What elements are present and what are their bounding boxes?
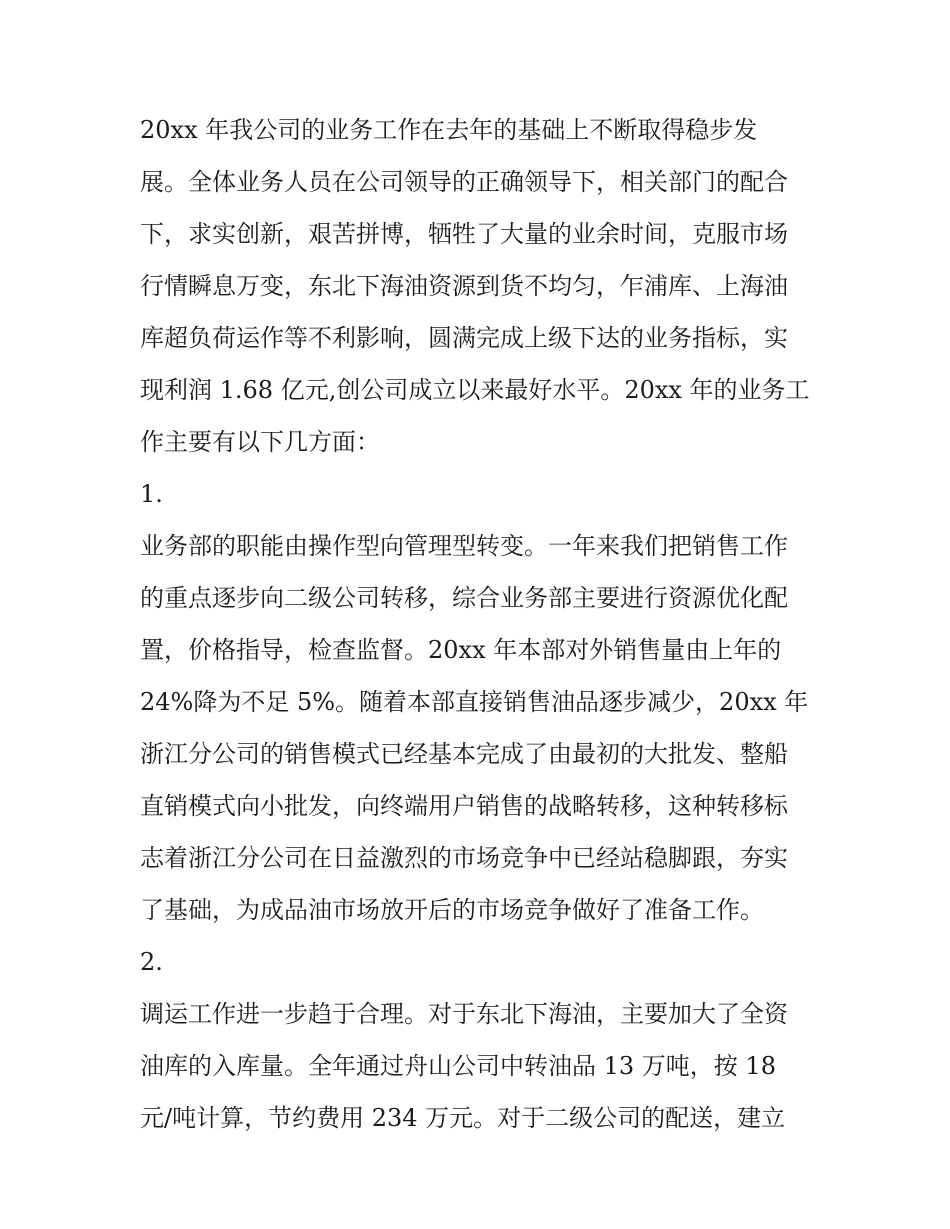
paragraph-line: 展。全体业务人员在公司领导的正确领导下，相关部门的配合	[140, 168, 788, 196]
section-number: 2.	[140, 948, 163, 976]
paragraph-line: 库超负荷运作等不利影响，圆满完成上级下达的业务指标，实	[140, 324, 788, 352]
paragraph-line: 现利润 1.68 亿元,创公司成立以来最好水平。20xx 年的业务工	[140, 376, 810, 404]
paragraph-line: 油库的入库量。全年通过舟山公司中转油品 13 万吨，按 18	[140, 1052, 776, 1080]
paragraph-line: 元/吨计算，节约费用 234 万元。对于二级公司的配送，建立	[140, 1104, 786, 1132]
paragraph-line: 下，求实创新，艰苦拼博，牺牲了大量的业余时间，克服市场	[140, 220, 788, 248]
paragraph-line: 的重点逐步向二级公司转移，综合业务部主要进行资源优化配	[140, 584, 788, 612]
paragraph-line: 调运工作进一步趋于合理。对于东北下海油，主要加大了全资	[140, 1000, 788, 1028]
paragraph-line: 置，价格指导，检查监督。20xx 年本部对外销售量由上年的	[140, 636, 782, 664]
paragraph-line: 直销模式向小批发，向终端用户销售的战略转移，这种转移标	[140, 792, 788, 820]
paragraph-line: 志着浙江分公司在日益激烈的市场竞争中已经站稳脚跟，夯实	[140, 844, 788, 872]
paragraph-line: 20xx 年我公司的业务工作在去年的基础上不断取得稳步发	[140, 116, 758, 144]
paragraph-line: 作主要有以下几方面：	[140, 428, 380, 456]
paragraph-line: 24%降为不足 5%。随着本部直接销售油品逐步减少，20xx 年	[140, 688, 809, 716]
section-number: 1.	[140, 480, 163, 508]
paragraph-line: 浙江分公司的销售模式已经基本完成了由最初的大批发、整船	[140, 740, 788, 768]
paragraph-line: 行情瞬息万变，东北下海油资源到货不均匀，乍浦库、上海油	[140, 272, 788, 300]
paragraph-line: 了基础，为成品油市场放开后的市场竞争做好了准备工作。	[140, 896, 764, 924]
paragraph-line: 业务部的职能由操作型向管理型转变。一年来我们把销售工作	[140, 532, 788, 560]
